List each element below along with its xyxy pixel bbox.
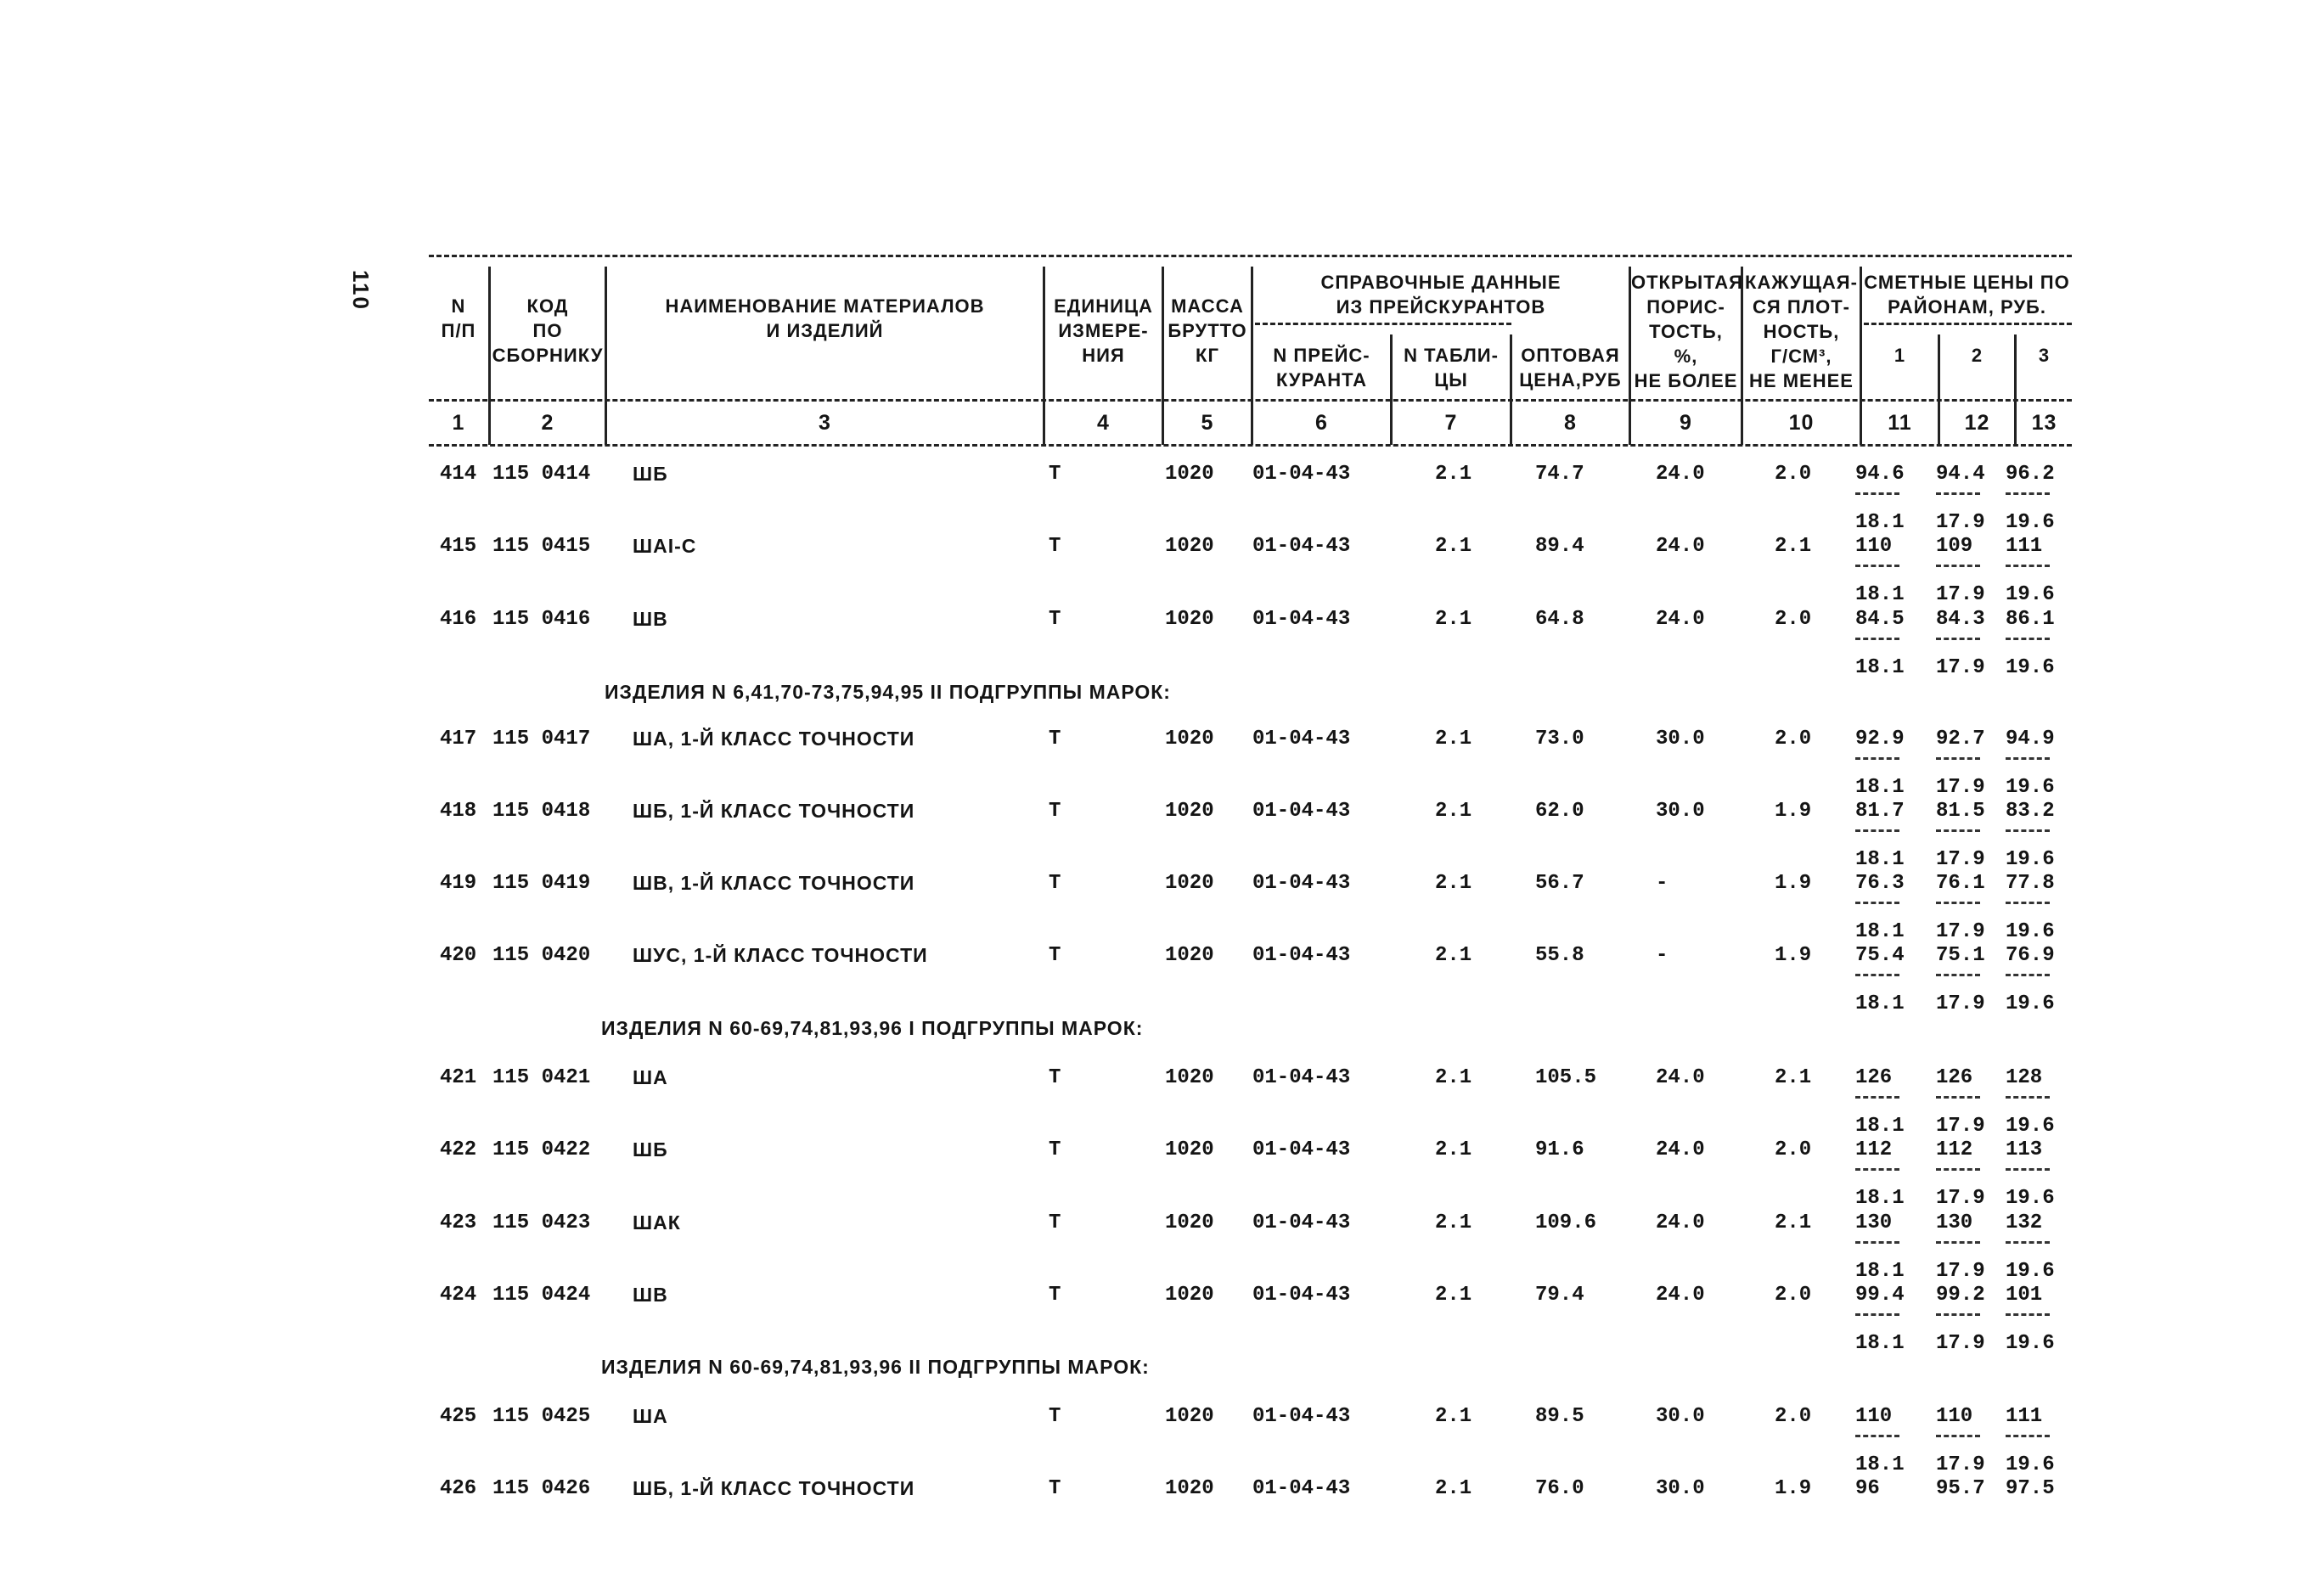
cell-code: 115 0421 xyxy=(492,1066,591,1089)
cell-porosity: 24.0 xyxy=(1656,1066,1705,1089)
cell-unit: Т xyxy=(1049,1284,1061,1307)
cell-d2: 17.9 xyxy=(1936,1332,1985,1355)
cell-p2: 109 xyxy=(1936,535,1973,558)
cell-p2: 130 xyxy=(1936,1211,1973,1234)
fraction-rule xyxy=(1936,1096,1980,1099)
cell-price: 89.5 xyxy=(1535,1405,1584,1428)
cell-n: 424 xyxy=(440,1284,477,1307)
cell-n: 416 xyxy=(440,608,477,631)
cell-porosity: 30.0 xyxy=(1656,1477,1705,1500)
cell-mass: 1020 xyxy=(1165,463,1214,486)
cell-unit: Т xyxy=(1049,872,1061,895)
prices-group-rule xyxy=(1864,323,2072,325)
cell-unit: Т xyxy=(1049,728,1061,750)
cell-price: 109.6 xyxy=(1535,1211,1597,1234)
column-number: 12 xyxy=(1964,411,1990,435)
cell-porosity: 24.0 xyxy=(1656,535,1705,558)
cell-d3: 19.6 xyxy=(2006,992,2055,1015)
cell-p3: 111 xyxy=(2006,1405,2043,1428)
cell-code: 115 0415 xyxy=(492,535,591,558)
cell-mass: 1020 xyxy=(1165,1066,1214,1089)
fraction-rule xyxy=(1855,638,1899,640)
cell-table: 2.1 xyxy=(1435,1066,1472,1089)
cell-d1: 18.1 xyxy=(1855,1187,1905,1210)
header-porosity: ОТКРЫТАЯ ПОРИС- ТОСТЬ, %, НЕ БОЛЕЕ xyxy=(1631,272,1743,391)
cell-code: 115 0417 xyxy=(492,728,591,750)
cell-density: 1.9 xyxy=(1775,944,1812,967)
cell-pricelist: 01-04-43 xyxy=(1252,1211,1351,1234)
cell-p2: 84.3 xyxy=(1936,608,1985,631)
cell-price: 74.7 xyxy=(1535,463,1584,486)
cell-d1: 18.1 xyxy=(1855,992,1905,1015)
cell-p1: 94.6 xyxy=(1855,463,1905,486)
cell-p1: 130 xyxy=(1855,1211,1893,1234)
cell-mass: 1020 xyxy=(1165,535,1214,558)
column-number: 13 xyxy=(2031,411,2057,435)
cell-table: 2.1 xyxy=(1435,800,1472,823)
cell-name: ШБ, 1-Й КЛАСС ТОЧНОСТИ xyxy=(633,800,915,822)
cell-price: 64.8 xyxy=(1535,608,1584,631)
cell-mass: 1020 xyxy=(1165,944,1214,967)
fraction-rule xyxy=(1855,829,1899,832)
cell-pricelist: 01-04-43 xyxy=(1252,1477,1351,1500)
cell-d1: 18.1 xyxy=(1855,511,1905,534)
cell-unit: Т xyxy=(1049,1477,1061,1500)
cell-table: 2.1 xyxy=(1435,1138,1472,1161)
cell-porosity: 24.0 xyxy=(1656,608,1705,631)
cell-n: 425 xyxy=(440,1405,477,1428)
cell-code: 115 0426 xyxy=(492,1477,591,1500)
header-pricelist: N ПРЕЙС- КУРАНТА xyxy=(1273,345,1370,391)
cell-d1: 18.1 xyxy=(1855,1453,1905,1476)
header-unit: ЕДИНИЦА ИЗМЕРЕ- НИЯ xyxy=(1054,295,1153,366)
cell-p1: 92.9 xyxy=(1855,728,1905,750)
cell-porosity: 24.0 xyxy=(1656,463,1705,486)
cell-p1: 76.3 xyxy=(1855,872,1905,895)
cell-pricelist: 01-04-43 xyxy=(1252,1405,1351,1428)
cell-density: 1.9 xyxy=(1775,1477,1812,1500)
cell-unit: Т xyxy=(1049,463,1061,486)
cell-p2: 99.2 xyxy=(1936,1284,1985,1307)
fraction-rule xyxy=(1936,1313,1980,1316)
cell-porosity: 30.0 xyxy=(1656,728,1705,750)
cell-pricelist: 01-04-43 xyxy=(1252,535,1351,558)
cell-mass: 1020 xyxy=(1165,800,1214,823)
fraction-rule xyxy=(2006,829,2050,832)
cell-d1: 18.1 xyxy=(1855,656,1905,679)
cell-name: ШБ xyxy=(633,1138,668,1161)
cell-density: 2.1 xyxy=(1775,1066,1812,1089)
fraction-rule xyxy=(1936,1168,1980,1171)
cell-mass: 1020 xyxy=(1165,1284,1214,1307)
cell-d3: 19.6 xyxy=(2006,1187,2055,1210)
fraction-rule xyxy=(1855,1241,1899,1244)
cell-n: 421 xyxy=(440,1066,477,1089)
cell-pricelist: 01-04-43 xyxy=(1252,463,1351,486)
cell-d3: 19.6 xyxy=(2006,1332,2055,1355)
cell-mass: 1020 xyxy=(1165,872,1214,895)
cell-p2: 76.1 xyxy=(1936,872,1985,895)
cell-p1: 75.4 xyxy=(1855,944,1905,967)
cell-name: ША, 1-Й КЛАСС ТОЧНОСТИ xyxy=(633,728,915,750)
fraction-rule xyxy=(1936,1241,1980,1244)
cell-price: 62.0 xyxy=(1535,800,1584,823)
fraction-rule xyxy=(1936,757,1980,760)
cell-name: ШУС, 1-Й КЛАСС ТОЧНОСТИ xyxy=(633,944,928,966)
cell-p3: 76.9 xyxy=(2006,944,2055,967)
cell-porosity: - xyxy=(1656,944,1668,967)
cell-table: 2.1 xyxy=(1435,535,1472,558)
cell-d3: 19.6 xyxy=(2006,920,2055,943)
cell-code: 115 0419 xyxy=(492,872,591,895)
header-prices-group: СМЕТНЫЕ ЦЕНЫ ПО РАЙОНАМ, РУБ. xyxy=(1864,272,2070,318)
group-heading: ИЗДЕЛИЯ N 6,41,70-73,75,94,95 II ПОДГРУППЫ МАРОК: xyxy=(605,681,1171,703)
column-number: 7 xyxy=(1444,411,1458,435)
header-code: КОД ПО СБОРНИКУ xyxy=(492,295,604,366)
cell-price: 91.6 xyxy=(1535,1138,1584,1161)
column-number: 5 xyxy=(1201,411,1214,435)
cell-price: 55.8 xyxy=(1535,944,1584,967)
cell-price: 73.0 xyxy=(1535,728,1584,750)
cell-d1: 18.1 xyxy=(1855,1115,1905,1138)
cell-p2: 81.5 xyxy=(1936,800,1985,823)
cell-density: 2.0 xyxy=(1775,1284,1812,1307)
cell-code: 115 0420 xyxy=(492,944,591,967)
header-region-1: 1 xyxy=(1894,345,1906,366)
cell-d2: 17.9 xyxy=(1936,848,1985,871)
fraction-rule xyxy=(2006,1168,2050,1171)
cell-n: 414 xyxy=(440,463,477,486)
cell-p1: 84.5 xyxy=(1855,608,1905,631)
ref-group-rule xyxy=(1255,323,1511,325)
fraction-rule xyxy=(1855,1096,1899,1099)
cell-code: 115 0423 xyxy=(492,1211,591,1234)
header-table: N ТАБЛИ- ЦЫ xyxy=(1404,345,1499,391)
fraction-rule xyxy=(1936,565,1980,567)
cell-name: ШБ, 1-Й КЛАСС ТОЧНОСТИ xyxy=(633,1477,915,1499)
header-price: ОПТОВАЯ ЦЕНА,РУБ xyxy=(1519,345,1622,391)
cell-table: 2.1 xyxy=(1435,944,1472,967)
cell-d3: 19.6 xyxy=(2006,583,2055,606)
cell-density: 2.0 xyxy=(1775,1405,1812,1428)
cell-p1: 112 xyxy=(1855,1138,1893,1161)
fraction-rule xyxy=(1855,974,1899,976)
header-name: НАИМЕНОВАНИЕ МАТЕРИАЛОВ И ИЗДЕЛИЙ xyxy=(665,295,985,341)
cell-unit: Т xyxy=(1049,944,1061,967)
cell-name: ШВ, 1-Й КЛАСС ТОЧНОСТИ xyxy=(633,872,915,894)
cell-code: 115 0422 xyxy=(492,1138,591,1161)
cell-price: 56.7 xyxy=(1535,872,1584,895)
cell-pricelist: 01-04-43 xyxy=(1252,1284,1351,1307)
cell-name: ША xyxy=(633,1066,668,1088)
cell-price: 76.0 xyxy=(1535,1477,1584,1500)
cell-d2: 17.9 xyxy=(1936,583,1985,606)
cell-d2: 17.9 xyxy=(1936,1260,1985,1283)
cell-price: 89.4 xyxy=(1535,535,1584,558)
header-mass: МАССА БРУТТО КГ xyxy=(1168,295,1247,366)
cell-d3: 19.6 xyxy=(2006,1453,2055,1476)
cell-d3: 19.6 xyxy=(2006,776,2055,799)
cell-density: 2.0 xyxy=(1775,1138,1812,1161)
cell-mass: 1020 xyxy=(1165,1138,1214,1161)
cell-table: 2.1 xyxy=(1435,872,1472,895)
cell-p1: 126 xyxy=(1855,1066,1893,1089)
cell-unit: Т xyxy=(1049,1066,1061,1089)
cell-porosity: 30.0 xyxy=(1656,800,1705,823)
cell-pricelist: 01-04-43 xyxy=(1252,800,1351,823)
cell-n: 419 xyxy=(440,872,477,895)
cell-mass: 1020 xyxy=(1165,1211,1214,1234)
fraction-rule xyxy=(2006,492,2050,495)
cell-porosity: 30.0 xyxy=(1656,1405,1705,1428)
cell-d2: 17.9 xyxy=(1936,992,1985,1015)
cell-p2: 94.4 xyxy=(1936,463,1985,486)
fraction-rule xyxy=(2006,974,2050,976)
fraction-rule xyxy=(1855,492,1899,495)
fraction-rule xyxy=(1855,1168,1899,1171)
cell-d3: 19.6 xyxy=(2006,1115,2055,1138)
cell-d3: 19.6 xyxy=(2006,656,2055,679)
cell-d1: 18.1 xyxy=(1855,776,1905,799)
cell-code: 115 0425 xyxy=(492,1405,591,1428)
fraction-rule xyxy=(1936,638,1980,640)
cell-n: 417 xyxy=(440,728,477,750)
cell-table: 2.1 xyxy=(1435,1284,1472,1307)
header-top-rule xyxy=(429,255,2072,257)
cell-p2: 75.1 xyxy=(1936,944,1985,967)
cell-unit: Т xyxy=(1049,1405,1061,1428)
fraction-rule xyxy=(1936,902,1980,904)
cell-p2: 92.7 xyxy=(1936,728,1985,750)
cell-density: 2.1 xyxy=(1775,535,1812,558)
cell-p3: 128 xyxy=(2006,1066,2043,1089)
cell-mass: 1020 xyxy=(1165,608,1214,631)
cell-density: 1.9 xyxy=(1775,800,1812,823)
header-n: N П/П xyxy=(441,295,476,341)
cell-unit: Т xyxy=(1049,535,1061,558)
cell-d1: 18.1 xyxy=(1855,583,1905,606)
header-density: КАЖУЩАЯ- СЯ ПЛОТ- НОСТЬ, Г/СМ³, НЕ МЕНЕЕ xyxy=(1745,272,1858,391)
cell-p1: 110 xyxy=(1855,1405,1893,1428)
cell-p2: 95.7 xyxy=(1936,1477,1985,1500)
cell-p2: 110 xyxy=(1936,1405,1973,1428)
fraction-rule xyxy=(2006,902,2050,904)
page-number: 110 xyxy=(348,270,374,311)
fraction-rule xyxy=(1855,1435,1899,1437)
fraction-rule xyxy=(1855,1313,1899,1316)
cell-d1: 18.1 xyxy=(1855,920,1905,943)
cell-mass: 1020 xyxy=(1165,1477,1214,1500)
cell-pricelist: 01-04-43 xyxy=(1252,1138,1351,1161)
fraction-rule xyxy=(1936,974,1980,976)
fraction-rule xyxy=(1936,1435,1980,1437)
group-heading: ИЗДЕЛИЯ N 60-69,74,81,93,96 II ПОДГРУППЫ МАРОК: xyxy=(601,1356,1150,1378)
cell-n: 423 xyxy=(440,1211,477,1234)
cell-table: 2.1 xyxy=(1435,728,1472,750)
cell-p3: 97.5 xyxy=(2006,1477,2055,1500)
cell-p3: 113 xyxy=(2006,1138,2043,1161)
group-heading: ИЗДЕЛИЯ N 60-69,74,81,93,96 I ПОДГРУППЫ МАРОК: xyxy=(601,1017,1144,1039)
cell-d1: 18.1 xyxy=(1855,1332,1905,1355)
cell-pricelist: 01-04-43 xyxy=(1252,944,1351,967)
cell-code: 115 0416 xyxy=(492,608,591,631)
cell-p3: 111 xyxy=(2006,535,2043,558)
cell-pricelist: 01-04-43 xyxy=(1252,1066,1351,1089)
cell-table: 2.1 xyxy=(1435,1405,1472,1428)
cell-porosity: 24.0 xyxy=(1656,1284,1705,1307)
cell-d1: 18.1 xyxy=(1855,1260,1905,1283)
cell-table: 2.1 xyxy=(1435,1477,1472,1500)
cell-density: 2.0 xyxy=(1775,463,1812,486)
column-number: 8 xyxy=(1564,411,1577,435)
cell-d2: 17.9 xyxy=(1936,1453,1985,1476)
fraction-rule xyxy=(1936,829,1980,832)
cell-p1: 81.7 xyxy=(1855,800,1905,823)
cell-name: ША xyxy=(633,1405,668,1427)
cell-pricelist: 01-04-43 xyxy=(1252,728,1351,750)
cell-pricelist: 01-04-43 xyxy=(1252,872,1351,895)
fraction-rule xyxy=(1855,902,1899,904)
cell-unit: Т xyxy=(1049,608,1061,631)
cell-name: ШАI-С xyxy=(633,535,697,557)
column-number: 2 xyxy=(541,411,554,435)
fraction-rule xyxy=(1936,492,1980,495)
cell-p3: 83.2 xyxy=(2006,800,2055,823)
cell-d2: 17.9 xyxy=(1936,1187,1985,1210)
cell-p3: 94.9 xyxy=(2006,728,2055,750)
cell-mass: 1020 xyxy=(1165,728,1214,750)
cell-d2: 17.9 xyxy=(1936,1115,1985,1138)
cell-d1: 18.1 xyxy=(1855,848,1905,871)
cell-mass: 1020 xyxy=(1165,1405,1214,1428)
cell-table: 2.1 xyxy=(1435,463,1472,486)
cell-d3: 19.6 xyxy=(2006,1260,2055,1283)
cell-porosity: 24.0 xyxy=(1656,1138,1705,1161)
cell-porosity: - xyxy=(1656,872,1668,895)
cell-name: ШВ xyxy=(633,1284,668,1306)
column-number: 1 xyxy=(452,411,465,435)
cell-code: 115 0414 xyxy=(492,463,591,486)
cell-n: 418 xyxy=(440,800,477,823)
cell-p3: 101 xyxy=(2006,1284,2043,1307)
cell-n: 415 xyxy=(440,535,477,558)
column-number: 9 xyxy=(1680,411,1692,435)
cell-d2: 17.9 xyxy=(1936,920,1985,943)
cell-unit: Т xyxy=(1049,1211,1061,1234)
cell-d2: 17.9 xyxy=(1936,776,1985,799)
column-number: 6 xyxy=(1315,411,1328,435)
header-ref-group: СПРАВОЧНЫЕ ДАННЫЕ ИЗ ПРЕЙСКУРАНТОВ xyxy=(1320,272,1562,318)
cell-density: 2.0 xyxy=(1775,608,1812,631)
column-number: 11 xyxy=(1888,411,1912,435)
column-number: 3 xyxy=(819,411,831,435)
cell-d2: 17.9 xyxy=(1936,656,1985,679)
column-number: 10 xyxy=(1788,411,1815,435)
cell-n: 426 xyxy=(440,1477,477,1500)
cell-table: 2.1 xyxy=(1435,608,1472,631)
cell-density: 2.1 xyxy=(1775,1211,1812,1234)
cell-p3: 77.8 xyxy=(2006,872,2055,895)
header-region-2: 2 xyxy=(1971,345,1984,366)
cell-density: 1.9 xyxy=(1775,872,1812,895)
fraction-rule xyxy=(2006,757,2050,760)
cell-p1: 99.4 xyxy=(1855,1284,1905,1307)
cell-d2: 17.9 xyxy=(1936,511,1985,534)
fraction-rule xyxy=(2006,638,2050,640)
cell-name: ШАК xyxy=(633,1211,681,1234)
header-region-3: 3 xyxy=(2038,345,2051,366)
fraction-rule xyxy=(1855,565,1899,567)
cell-density: 2.0 xyxy=(1775,728,1812,750)
cell-pricelist: 01-04-43 xyxy=(1252,608,1351,631)
fraction-rule xyxy=(1855,757,1899,760)
cell-name: ШБ xyxy=(633,463,668,485)
cell-price: 79.4 xyxy=(1535,1284,1584,1307)
column-number: 4 xyxy=(1097,411,1110,435)
cell-p3: 132 xyxy=(2006,1211,2043,1234)
fraction-rule xyxy=(2006,565,2050,567)
cell-n: 422 xyxy=(440,1138,477,1161)
fraction-rule xyxy=(2006,1096,2050,1099)
cell-d3: 19.6 xyxy=(2006,848,2055,871)
cell-d3: 19.6 xyxy=(2006,511,2055,534)
fraction-rule xyxy=(2006,1313,2050,1316)
cell-table: 2.1 xyxy=(1435,1211,1472,1234)
cell-n: 420 xyxy=(440,944,477,967)
cell-code: 115 0424 xyxy=(492,1284,591,1307)
fraction-rule xyxy=(2006,1435,2050,1437)
cell-p2: 112 xyxy=(1936,1138,1973,1161)
cell-p3: 96.2 xyxy=(2006,463,2055,486)
cell-unit: Т xyxy=(1049,1138,1061,1161)
cell-name: ШВ xyxy=(633,608,668,630)
cell-p3: 86.1 xyxy=(2006,608,2055,631)
fraction-rule xyxy=(2006,1241,2050,1244)
cell-price: 105.5 xyxy=(1535,1066,1597,1089)
cell-p2: 126 xyxy=(1936,1066,1973,1089)
cell-unit: Т xyxy=(1049,800,1061,823)
cell-p1: 110 xyxy=(1855,535,1893,558)
cell-p1: 96 xyxy=(1855,1477,1880,1500)
cell-code: 115 0418 xyxy=(492,800,591,823)
cell-porosity: 24.0 xyxy=(1656,1211,1705,1234)
